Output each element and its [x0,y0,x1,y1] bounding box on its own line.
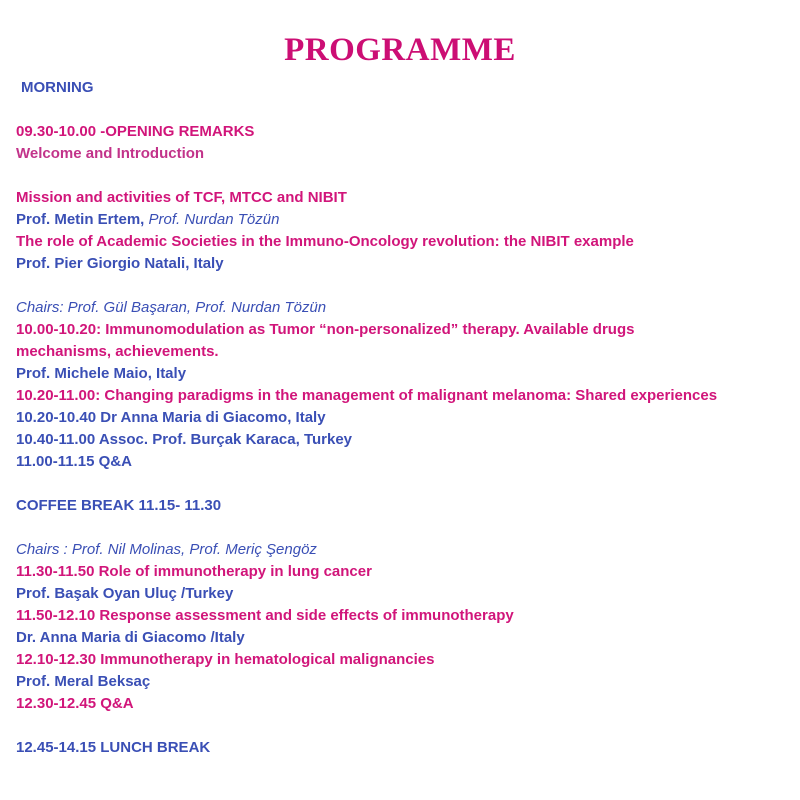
session1-talk2: 10.20-11.00: Changing paradigms in the management of malignant melanoma: Shared experiences [16,387,718,404]
session2-talk2: 11.50-12.10 Response assessment and side effects of immunotherapy [16,607,514,624]
session1-sub1: 10.20-10.40 Dr Anna Maria di Giacomo, Italy [16,409,326,426]
opening-subtitle: Welcome and Introduction [16,145,205,162]
session2-speaker3: Prof. Meral Beksaç [16,673,151,690]
mission-speaker-italic: Prof. Nurdan Tözün [148,211,280,228]
session1-talk1-line2: mechanisms, achievements. [16,343,219,360]
session2-qa: 12.30-12.45 Q&A [16,695,134,712]
nibit-talk-title: The role of Academic Societies in the Immuno-Oncology revolution: the NIBIT example [16,233,634,250]
session1-qa: 11.00-11.15 Q&A [16,453,132,470]
lunch-break: 12.45-14.15 LUNCH BREAK [16,739,211,756]
session1-talk1-line1: 10.00-10.20: Immunomodulation as Tumor “non-personalized” therapy. Available drugs [16,321,635,338]
session2-chairs: Chairs : Prof. Nil Molinas, Prof. Meriç Şengöz [16,541,317,558]
session2-speaker2: Dr. Anna Maria di Giacomo /Italy [16,629,245,646]
mission-speakers [16,210,279,230]
mission-speaker-plain: Prof. Metin Ertem, [16,211,149,228]
section-heading-morning: MORNING [21,79,94,96]
nibit-speaker: Prof. Pier Giorgio Natali, Italy [16,255,224,272]
session1-chairs: Chairs: Prof. Gül Başaran, Prof. Nurdan Tözün [16,299,327,316]
session1-sub2: 10.40-11.00 Assoc. Prof. Burçak Karaca, Turkey [16,431,353,448]
coffee-break: COFFEE BREAK 11.15- 11.30 [16,497,222,514]
session2-talk3: 12.10-12.30 Immunotherapy in hematological malignancies [16,651,435,668]
opening-remarks: 09.30-10.00 -OPENING REMARKS [16,123,255,140]
session1-speaker1: Prof. Michele Maio, Italy [16,365,187,382]
page-title: PROGRAMME [284,32,516,68]
session2-speaker1: Prof. Başak Oyan Uluç /Turkey [16,585,234,602]
mission-title: Mission and activities of TCF, MTCC and NIBIT [16,189,347,206]
session2-talk1: 11.30-11.50 Role of immunotherapy in lung cancer [16,563,372,580]
